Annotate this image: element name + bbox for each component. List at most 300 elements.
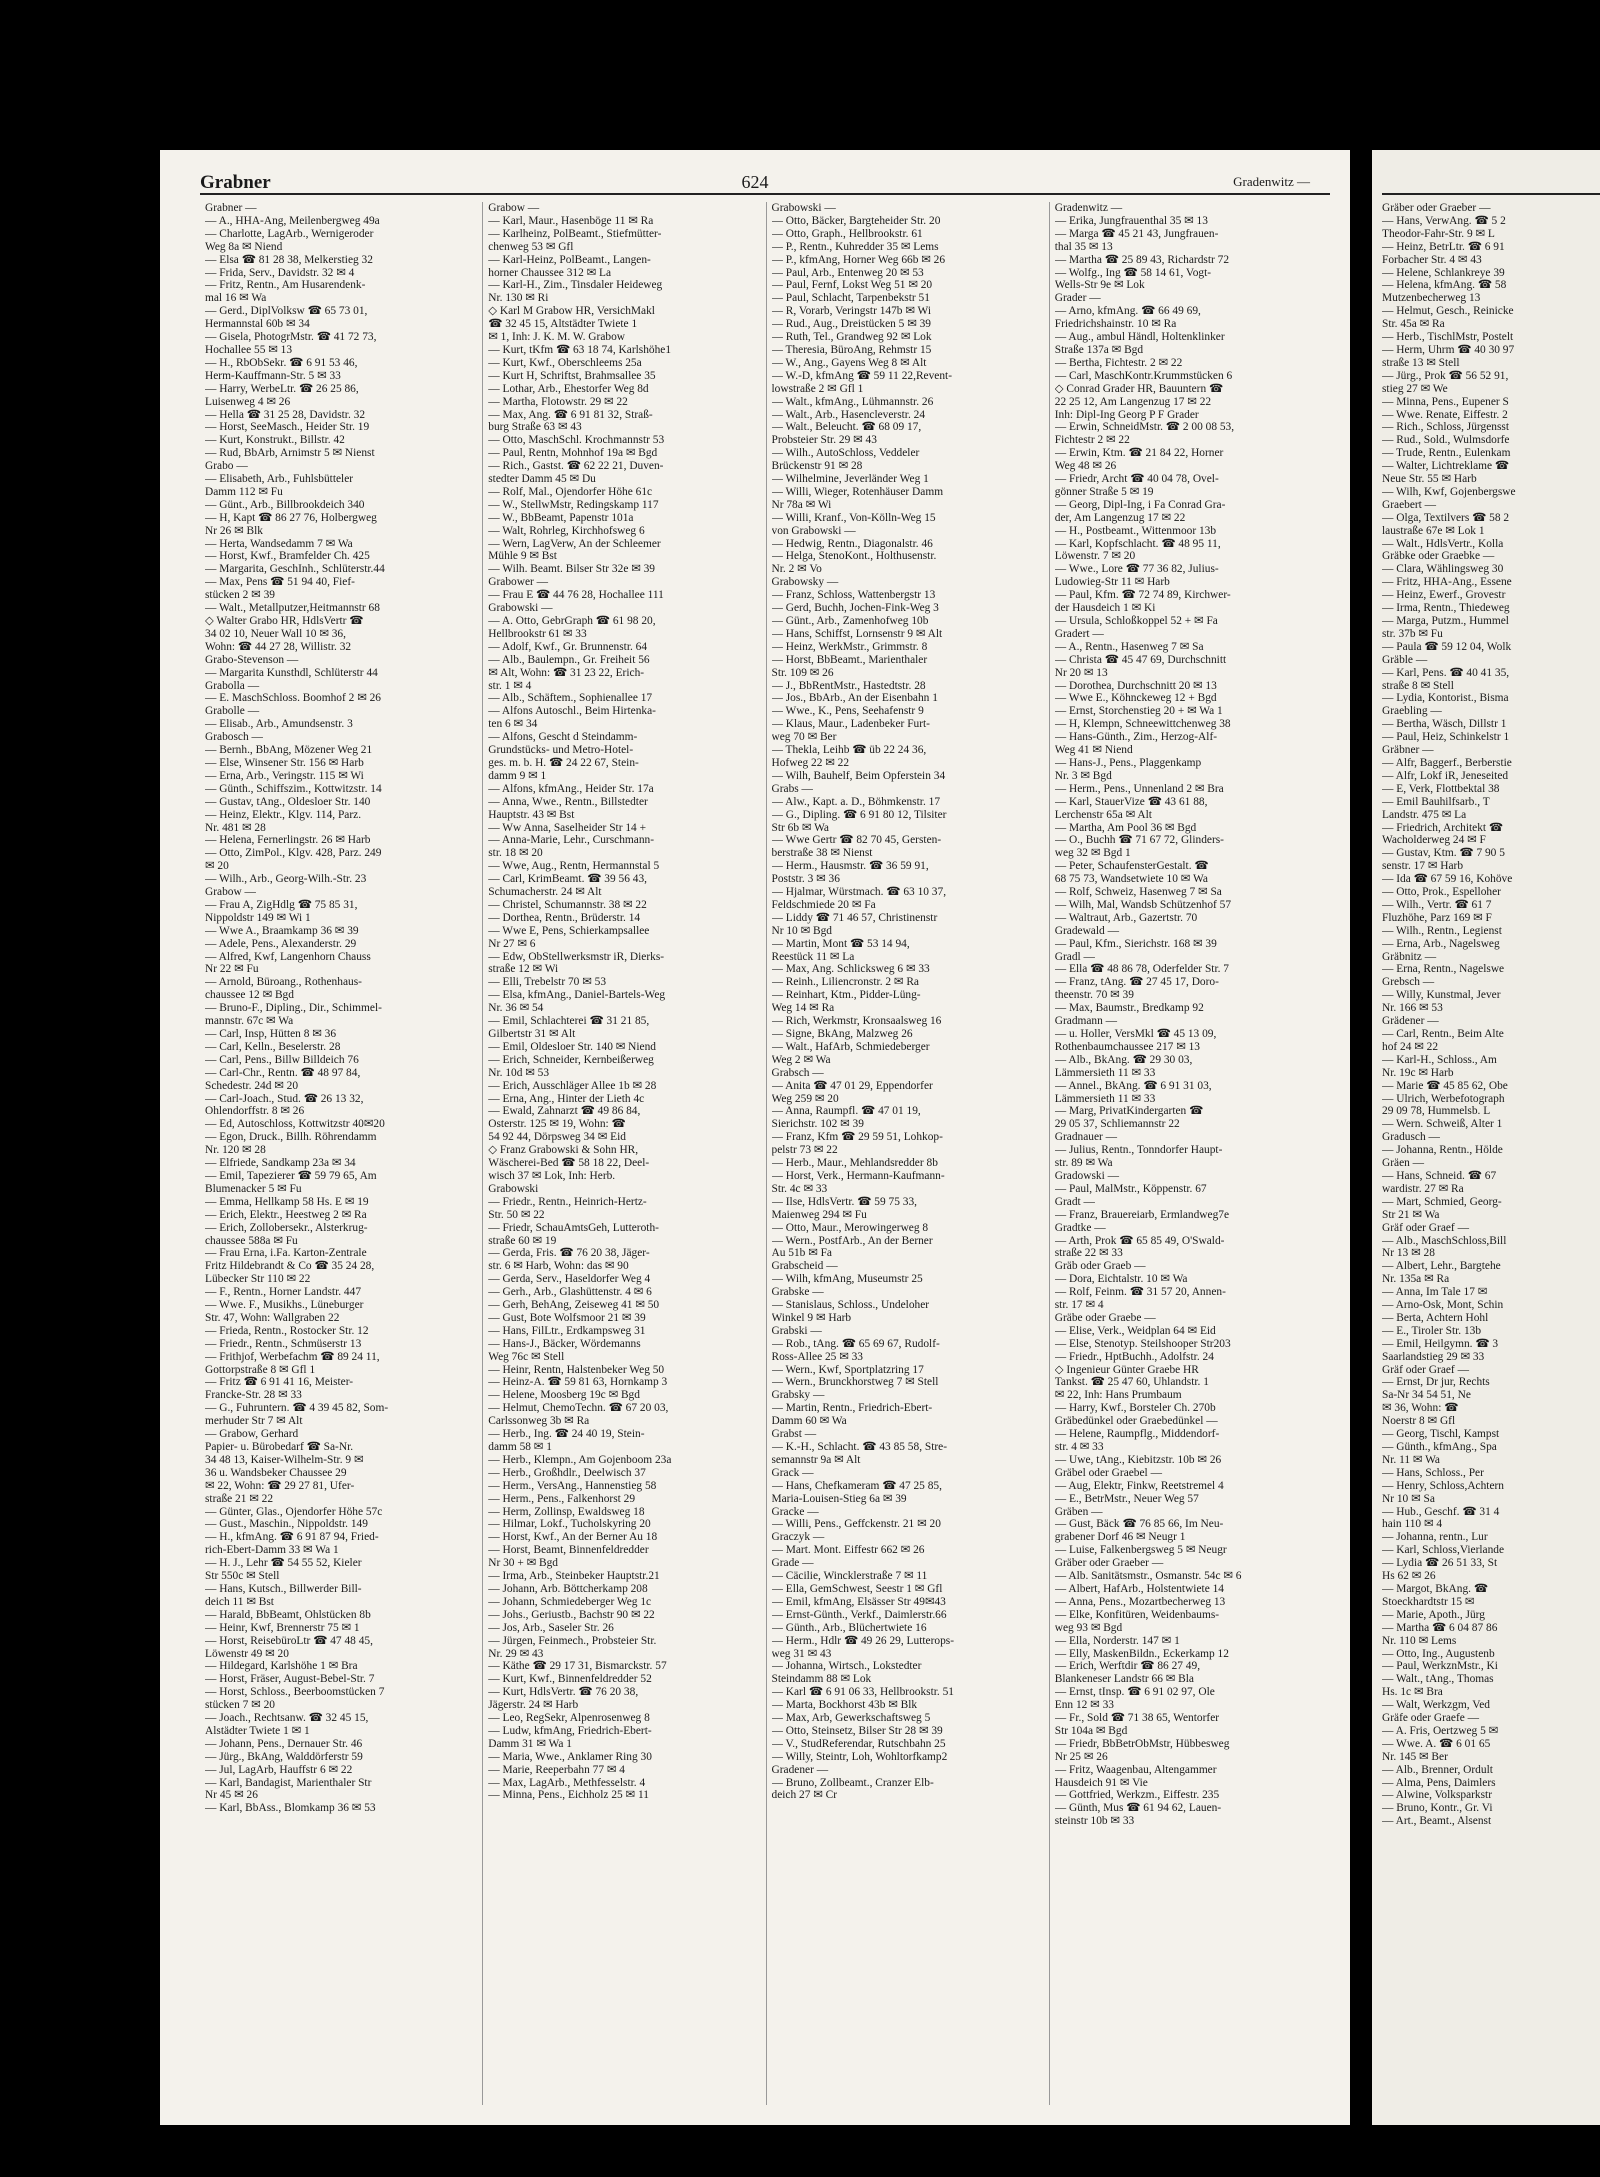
directory-entry-line: — Wilhelmine, Jeverländer Weg 1 <box>771 473 929 486</box>
directory-entry-line: — Wern, LagVerw, An der Schleemer <box>488 537 661 550</box>
directory-entry-line: — Gerd, Buchh, Jochen-Fink-Weg 3 <box>771 602 939 615</box>
directory-entry-line: Grabow — <box>205 886 256 899</box>
directory-entry-line: 36 u. Wandsbeker Chaussee 29 <box>205 1466 347 1479</box>
directory-entry-line: — Hans-J., Pens., Plaggenkamp <box>1054 756 1202 769</box>
adjacent-entry-line: — Trude, Rentn., Eulenkam <box>1382 447 1511 460</box>
directory-entry-line: Grabolle — <box>205 705 260 718</box>
directory-entry-line: — Adolf, Kwf., Gr. Brunnenstr. 64 <box>488 640 648 653</box>
directory-entry-line: Schumacherstr. 24 ✉ Alt <box>488 886 602 899</box>
adjacent-entry-line: Landstr. 475 ✉ La <box>1382 808 1467 821</box>
directory-entry-line: — Erich, Werftdir ☎ 86 27 49, <box>1054 1660 1201 1673</box>
adjacent-entry-line: Nr. 166 ✉ 53 <box>1382 1002 1443 1015</box>
directory-entry-line: ges. m. b. H. ☎ 24 22 67, Stein- <box>488 756 639 769</box>
running-head-left: Grabner <box>200 172 271 193</box>
directory-entry-line: Grabowski — <box>488 602 553 615</box>
directory-entry-line: Gilbertstr 31 ✉ Alt <box>488 1028 576 1040</box>
directory-entry-line: burg Straße 63 ✉ 43 <box>488 421 582 434</box>
directory-entry-line: Grabo-Stevenson — <box>205 653 299 666</box>
directory-entry-line: von Grabowski — <box>771 524 856 537</box>
directory-entry-line: semannstr 9a ✉ Alt <box>771 1453 861 1466</box>
directory-entry-line: — Max, Ang. Schlicksweg 6 ✉ 33 <box>771 963 930 976</box>
adjacent-entry-line: Nr. 11 ✉ Wa <box>1382 1453 1440 1466</box>
directory-entry-line: — Johann, Arb. Böttcherkamp 208 <box>488 1582 648 1595</box>
adjacent-entry-line: — Jürg., Prok ☎ 56 52 91, <box>1382 369 1509 382</box>
directory-entry-line: — Mart. Mont. Eiffestr 662 ✉ 26 <box>771 1544 925 1557</box>
directory-entry-line: — Herm., Pens., Unnenland 2 ✉ Bra <box>1054 782 1224 795</box>
directory-entry-line: — Wilh, kfmAng, Museumstr 25 <box>771 1273 923 1286</box>
directory-entry-line: ✉ 20 <box>205 860 229 873</box>
directory-entry-line: str. 17 ✉ 4 <box>1054 1299 1104 1312</box>
directory-entry-line: Damm 60 ✉ Wa <box>771 1415 847 1428</box>
directory-entry-line: — Wwe Gertr ☎ 82 70 45, Gersten- <box>771 834 942 847</box>
directory-entry-line: — W.-D, kfmAng ☎ 59 11 22,Revent- <box>771 369 952 382</box>
directory-entry-line: — Karl, StauerVize ☎ 43 61 88, <box>1054 795 1208 808</box>
adjacent-entry-line: straße 13 ✉ Stell <box>1382 356 1460 369</box>
directory-entry-line: — Frau E ☎ 44 76 28, Hochallee 111 <box>488 589 664 602</box>
directory-entry-line: Francke-Str. 28 ✉ 33 <box>205 1389 302 1402</box>
directory-entry-line: — Dora, Eichtalstr. 10 ✉ Wa <box>1054 1273 1188 1286</box>
directory-entry-line: Grader — <box>1054 292 1101 305</box>
directory-entry-line: — Fritz, Waagenbau, Altengammer <box>1054 1763 1217 1776</box>
directory-entry-line: — Carl-Chr., Rentn. ☎ 48 97 84, <box>205 1066 361 1079</box>
directory-entry-line: — Alfons Autoschl., Beim Hirtenka- <box>488 705 656 718</box>
directory-entry-line: — Otto, ZimPol., Klgv. 428, Parz. 249 <box>205 847 382 860</box>
directory-entry-line: Weg 8a ✉ Niend <box>205 240 283 253</box>
directory-entry-line: — Stanislaus, Schloss., Undeloher <box>771 1299 930 1312</box>
adjacent-entry-line: Stoeckhardtstr 15 ✉ <box>1382 1595 1475 1608</box>
directory-entry-line: — Carl, KrimBeamt. ☎ 39 56 43, <box>488 873 648 886</box>
directory-entry-line: — Willy, Steintr, Loh, Wohltorfkamp2 <box>771 1750 948 1763</box>
directory-entry-line: Gradenwitz — <box>1054 202 1123 214</box>
directory-entry-line: — Karl, Bandagist, Marienthaler Str <box>205 1776 372 1789</box>
adjacent-entry-line: — Erna, Arb., Nagelsweg <box>1382 937 1500 950</box>
directory-entry-line: Ludowieg-Str 11 ✉ Harb <box>1054 576 1170 589</box>
directory-entry-line: Wells-Str 9e ✉ Lok <box>1054 279 1145 292</box>
adjacent-entry-line: — Henry, Schloss,Achtern <box>1382 1479 1505 1492</box>
directory-entry-line: — A., HHA-Ang, Meilenbergweg 49a <box>205 214 380 227</box>
adjacent-entry-line: Nr 10 ✉ Sa <box>1382 1492 1435 1505</box>
directory-entry-line: — Fritz ☎ 6 91 41 16, Meister- <box>205 1376 354 1389</box>
directory-entry-line: — Heinr, Kwf, Brennerstr 75 ✉ 1 <box>205 1621 360 1634</box>
directory-entry-line: ✉ 22, Inh: Hans Prumbaum <box>1054 1389 1182 1402</box>
directory-entry-line: — Grabow, Gerhard <box>205 1428 299 1441</box>
directory-entry-line: — Paul, Kfm. ☎ 72 74 89, Kirchwer- <box>1054 589 1231 602</box>
directory-entry-line: — Karl, BbAss., Blomkamp 36 ✉ 53 <box>205 1802 376 1815</box>
adjacent-entry-line: — Wern. Schweiß, Alter 1 <box>1382 1118 1503 1131</box>
adjacent-entry-line: stieg 27 ✉ We <box>1382 382 1448 395</box>
adjacent-entry-line: — Walt., tAng., Thomas <box>1382 1673 1494 1686</box>
directory-entry-line: str. 1 ✉ 4 <box>488 679 532 692</box>
directory-entry-line: — Walt., Arb., Hasencleverstr. 24 <box>771 408 926 421</box>
directory-entry-line: — Thekla, Leihb ☎ üb 22 24 36, <box>771 744 927 757</box>
directory-entry-line: — Annel., BkAng. ☎ 6 91 31 03, <box>1054 1079 1212 1092</box>
directory-entry-line: — Jul, LagArb, Hauffstr 6 ✉ 22 <box>205 1763 353 1776</box>
directory-entry-line: — Wolfg., Ing ☎ 58 14 61, Vogt- <box>1054 266 1212 279</box>
directory-entry-line: ◇ Conrad Grader HR, Bauuntern ☎ <box>1054 382 1224 395</box>
directory-entry-line: — Friedr, SchauAmtsGeh, Lutteroth- <box>488 1221 659 1234</box>
directory-entry-line: ten 6 ✉ 34 <box>488 718 538 731</box>
directory-entry-line: — Ernst, tInsp. ☎ 6 91 02 97, Ole <box>1054 1686 1215 1699</box>
directory-entry-line: Grabowski <box>488 1182 539 1195</box>
directory-entry-line: — Johann, Schmiedeberger Weg 1c <box>488 1595 652 1608</box>
adjacent-entry-line: — Wwe. A. ☎ 6 01 65 <box>1382 1737 1491 1750</box>
adjacent-entry-line: — Wilh, Kwf, Gojenbergswe <box>1382 485 1516 498</box>
directory-entry-line: — Otto, Graph., Hellbrookstr. 61 <box>771 227 923 240</box>
directory-entry-line: — Elisab., Arb., Amundsenstr. 3 <box>205 718 353 731</box>
directory-entry-line: — Theresia, BüroAng, Rehmstr 15 <box>771 343 932 356</box>
directory-entry-line: Lübecker Str 110 ✉ 22 <box>205 1273 311 1286</box>
directory-entry-line: Gräbel oder Graebel — <box>1054 1466 1162 1479</box>
directory-entry-line: Lerchenstr 65a ✉ Alt <box>1054 808 1152 821</box>
directory-entry-line: — Horst, BbBeamt., Marienthaler <box>771 653 928 666</box>
directory-entry-line: — Marie, Reeperbahn 77 ✉ 4 <box>488 1763 625 1776</box>
directory-entry-line: Grabs — <box>771 782 813 795</box>
directory-entry-line: weg 70 ✉ Ber <box>771 731 837 744</box>
adjacent-entry-line: — Alma, Pens, Daimlers <box>1382 1776 1496 1789</box>
adjacent-entry-line: — Alwine, Volksparkstr <box>1382 1789 1493 1802</box>
directory-entry-line: — Hans-Günth., Zim., Herzog-Alf- <box>1054 731 1218 744</box>
adjacent-entry-line: Neue Str. 55 ✉ Harb <box>1382 473 1477 486</box>
adjacent-entry-line: straße 8 ✉ Stell <box>1382 679 1454 692</box>
directory-entry-line: Wäscherei-Bed ☎ 58 18 22, Deel- <box>488 1157 650 1170</box>
directory-entry-line: Gradewald — <box>1054 924 1119 937</box>
directory-entry-line: — Frau A, ZigHdlg ☎ 75 85 31, <box>205 898 358 911</box>
directory-entry-line: — Arth, Prok ☎ 65 85 49, O'Swald- <box>1054 1234 1225 1247</box>
directory-entry-line: — Friedr, BbBetrObMstr, Hübbesweg <box>1054 1737 1230 1750</box>
directory-entry-line: Wohn: ☎ 44 27 28, Willistr. 32 <box>205 640 352 653</box>
adjacent-entry-line: wardistr. 27 ✉ Ra <box>1382 1182 1464 1195</box>
directory-entry-line: merhuder Str 7 ✉ Alt <box>205 1415 303 1428</box>
directory-entry-line: — J., BbRentMstr., Hastedtstr. 28 <box>771 679 926 692</box>
directory-entry-line: — Ella, GemSchwest, Seestr 1 ✉ Gfl <box>771 1582 943 1595</box>
adjacent-column <box>1382 202 1600 2105</box>
directory-entry-line: — Gerh., Arb., Glashüttenstr. 4 ✉ 6 <box>488 1286 652 1299</box>
adjacent-entry-line: — E., Tiroler Str. 13b <box>1382 1324 1482 1337</box>
directory-entry-line: — Friedr, Archt ☎ 40 04 78, Ovel- <box>1054 473 1219 486</box>
directory-entry-line: Rothenbaumchaussee 217 ✉ 13 <box>1054 1040 1201 1053</box>
directory-entry-line: — Herb., Maur., Mehlandsredder 8b <box>771 1157 938 1170</box>
directory-entry-line: Ohlendorffstr. 8 ✉ 26 <box>205 1105 305 1118</box>
directory-entry-line: lowstraße 2 ✉ Gfl 1 <box>771 382 864 395</box>
directory-entry-line: Damm 112 ✉ Fu <box>205 485 283 498</box>
adjacent-entry-line: — Bertha, Wäsch, Dillstr 1 <box>1382 718 1507 731</box>
adjacent-entry-line: — Paul, WerkznMstr., Ki <box>1382 1660 1498 1673</box>
adjacent-entry-line: ✉ 36, Wohn: ☎ <box>1382 1402 1459 1415</box>
directory-entry-line: — Walt., Beleucht. ☎ 68 09 17, <box>771 421 922 434</box>
directory-entry-line: — Herta, Wandsedamm 7 ✉ Wa <box>205 537 353 550</box>
adjacent-entry-line: — Arno-Osk, Mont, Schin <box>1382 1299 1504 1312</box>
directory-entry-line: Mühle 9 ✉ Bst <box>488 550 557 563</box>
adjacent-entry-line: — Rud., Sold., Wulmsdorfe <box>1382 434 1510 447</box>
adjacent-entry-line: — Clara, Wählingsweg 30 <box>1382 563 1504 576</box>
directory-entry-line: — Gerda, Fris. ☎ 76 20 38, Jäger- <box>488 1247 650 1260</box>
directory-entry-line: Gradowski — <box>1054 1169 1119 1182</box>
directory-entry-line: — Wilh, Bauhelf, Beim Opferstein 34 <box>771 769 946 782</box>
directory-entry-line: — Paul, MalMstr., Köppenstr. 67 <box>1054 1182 1207 1195</box>
directory-entry-line: — Wilh, Mal, Wandsb Schützenhof 57 <box>1054 898 1232 911</box>
directory-entry-line: — Friedr., HptBuchh., Adolfstr. 24 <box>1054 1350 1214 1363</box>
directory-entry-line: straße 12 ✉ Wi <box>488 963 559 976</box>
directory-entry-line: Grade — <box>771 1557 814 1570</box>
directory-entry-line: ☎ 32 45 15, Altstädter Twiete 1 <box>488 318 638 331</box>
directory-entry-line: — Gust., Maschin., Nippoldstr. 149 <box>205 1518 368 1531</box>
directory-entry-line: Weg 2 ✉ Wa <box>771 1053 831 1066</box>
directory-entry-line: thal 35 ✉ 13 <box>1054 240 1113 253</box>
directory-entry-line: — Horst, Schloss., Beerboomstücken 7 <box>205 1686 385 1699</box>
directory-entry-line: — Klaus, Maur., Ladenbeker Furt- <box>771 718 930 731</box>
directory-entry-line: — Rolf, Schweiz, Hasenweg 7 ✉ Sa <box>1054 886 1222 899</box>
directory-entry-line: — Elsa, kfmAng., Daniel-Bartels-Weg <box>488 989 666 1002</box>
directory-entry-line: — Irma, Arb., Steinbeker Hauptstr.21 <box>488 1570 660 1583</box>
adjacent-entry-line: — Karl, Pens. ☎ 40 41 35, <box>1382 666 1510 679</box>
directory-entry-line: — Carl, Pens., Billw Billdeich 76 <box>205 1053 359 1066</box>
directory-entry-line: — Horst, Beamt, Binnenfeldredder <box>488 1544 649 1557</box>
adjacent-entry-line: — Irma, Rentn., Thiedeweg <box>1382 602 1510 615</box>
directory-entry-line: — Heinz-A. ☎ 59 81 63, Hornkamp 3 <box>488 1376 668 1389</box>
directory-columns <box>200 202 1332 2105</box>
directory-entry-line: Fritz Hildebrandt & Co ☎ 35 24 28, <box>205 1260 375 1273</box>
directory-entry-line: — Johs., Geriustb., Bachstr 90 ✉ 22 <box>488 1608 655 1621</box>
directory-entry-line: chenweg 53 ✉ Gfl <box>488 240 574 253</box>
adjacent-entry-line: Noerstr 8 ✉ Gfl <box>1382 1415 1456 1428</box>
adjacent-entry-line: — Otto, Ing., Augustenb <box>1382 1647 1495 1660</box>
directory-entry-line: Gracke — <box>771 1505 819 1518</box>
directory-entry-line: — Hjalmar, Würstmach. ☎ 63 10 37, <box>771 886 947 899</box>
directory-entry-line: Hauptstr. 43 ✉ Bst <box>488 808 575 821</box>
adjacent-entry-line: — Johanna, Rentn., Hölde <box>1382 1144 1503 1157</box>
directory-entry-line: — Elisabeth, Arb., Fuhlsbütteler <box>205 473 354 486</box>
directory-entry-line: — Julius, Rentn., Tonndorfer Haupt- <box>1054 1144 1223 1157</box>
directory-entry-line: — Arnold, Büroang., Rothenhaus- <box>205 976 362 989</box>
adjacent-entry-line: Gräbke oder Graebke — <box>1382 550 1495 563</box>
directory-entry-line: ◇ Karl M Grabow HR, VersichMakl <box>488 305 655 318</box>
directory-entry-line: damm 58 ✉ 1 <box>488 1441 552 1453</box>
directory-entry-line: — Wilh., Arb., Georg-Wilh.-Str. 23 <box>205 873 367 886</box>
directory-entry-line: — Rolf, Feinm. ☎ 31 57 20, Annen- <box>1054 1286 1226 1299</box>
directory-entry-line: ✉ 22, Wohn: ☎ 29 27 81, Ufer- <box>205 1479 355 1492</box>
directory-entry-line: — Wern., PostfArb., An der Berner <box>771 1234 933 1247</box>
adjacent-entry-line: — Alb., MaschSchloss,Bill <box>1382 1234 1507 1247</box>
adjacent-entry-line: — Günth., kfmAng., Spa <box>1382 1441 1497 1453</box>
adjacent-entry-line: senstr. 17 ✉ Harb <box>1382 860 1464 873</box>
directory-entry-line: — F., Rentn., Horner Landstr. 447 <box>205 1286 362 1299</box>
column-4 <box>1049 202 1332 2105</box>
adjacent-entry-line: — Hub., Geschf. ☎ 31 4 <box>1382 1505 1500 1518</box>
directory-entry-line: — Franz, Schloss, Wattenbergstr 13 <box>771 589 936 602</box>
directory-entry-line: Nr. 29 ✉ 43 <box>488 1647 544 1660</box>
directory-entry-line: — Joach., Rechtsanw. ☎ 32 45 15, <box>205 1712 369 1725</box>
adjacent-entry-line: — Alfr, Baggerf., Berberstie <box>1382 756 1512 769</box>
directory-entry-line: — H, Klempn, Schneewittchenweg 38 <box>1054 718 1231 731</box>
directory-entry-line: Osterstr. 125 ✉ 19, Wohn: ☎ <box>488 1118 626 1131</box>
directory-entry-line: Au 51b ✉ Fa <box>771 1247 832 1260</box>
directory-entry-line: — Helga, StenoKont., Holthusenstr. <box>771 550 937 563</box>
directory-entry-line: Jägerstr. 24 ✉ Harb <box>488 1699 579 1712</box>
directory-entry-line: — Wwe, Aug., Rentn, Hermannstal 5 <box>488 860 660 873</box>
directory-entry-line: — Else, Winsener Str. 156 ✉ Harb <box>205 756 364 769</box>
adjacent-entry-line: — Lydia ☎ 26 51 33, St <box>1382 1557 1498 1570</box>
directory-entry-line: chaussee 588a ✉ Fu <box>205 1234 298 1247</box>
directory-entry-line: — Walt., Metallputzer,Heitmannstr 68 <box>205 602 380 615</box>
directory-entry-line: — Paul, Rentn, Mohnhof 19a ✉ Bgd <box>488 447 658 460</box>
directory-entry-line: — Harry, Kwf., Borsteler Ch. 270b <box>1054 1402 1216 1415</box>
directory-entry-line: — Martha, Am Pool 36 ✉ Bgd <box>1054 821 1197 834</box>
directory-entry-line: straße 60 ✉ 19 <box>488 1234 557 1247</box>
directory-entry-line: — K.-H., Schlacht. ☎ 43 85 58, Stre- <box>771 1441 948 1453</box>
adjacent-entry-line: Nr. 19c ✉ Harb <box>1382 1066 1454 1079</box>
directory-entry-line: — Egon, Druck., Billh. Röhrendamm <box>205 1131 377 1144</box>
directory-entry-line: — Carl, Insp, Hütten 8 ✉ 36 <box>205 1028 337 1040</box>
directory-entry-line: weg 93 ✉ Bgd <box>1054 1621 1123 1634</box>
directory-entry-line: — Johann, Pens., Dernauer Str. 46 <box>205 1737 363 1750</box>
directory-entry-line: Blumenacker 5 ✉ Fu <box>205 1182 302 1195</box>
adjacent-entry-line: Graebert — <box>1382 498 1437 511</box>
adjacent-entry-line: — Hans, VerwAng. ☎ 5 2 <box>1382 214 1506 227</box>
directory-entry-line: — Gustav, tAng., Oldesloer Str. 140 <box>205 795 371 808</box>
directory-entry-line: — R, Vorarb, Veringstr 147b ✉ Wi <box>771 305 931 318</box>
directory-entry-line: Ross-Allee 25 ✉ 33 <box>771 1350 863 1363</box>
directory-entry-line: — Alb., BkAng. ☎ 29 30 03, <box>1054 1053 1193 1066</box>
directory-entry-line: — Ernst, Storchenstieg 20 + ✉ Wa 1 <box>1054 705 1223 718</box>
directory-entry-line: — Hedwig, Rentn., Diagonalstr. 46 <box>771 537 933 550</box>
directory-entry-line: Gradmann — <box>1054 1015 1118 1028</box>
directory-entry-line: str. 89 ✉ Wa <box>1054 1157 1113 1170</box>
directory-entry-line: Gradert — <box>1054 627 1104 640</box>
directory-entry-line: Nr. 481 ✉ 28 <box>205 821 266 834</box>
directory-entry-line: — P., Rentn., Kuhredder 35 ✉ Lems <box>771 240 939 253</box>
directory-entry-line: — Karl ☎ 6 91 06 33, Hellbrookstr. 51 <box>771 1686 954 1699</box>
directory-entry-line: — Hans, FilLtr., Erdkampsweg 31 <box>488 1324 646 1337</box>
adjacent-entry-line: — Heinz, Ewerf., Grovestr <box>1382 589 1506 602</box>
directory-entry-line: — Erika, Jungfrauenthal 35 ✉ 13 <box>1054 214 1208 227</box>
directory-entry-line: — Gust, Bote Wolfsmoor 21 ✉ 39 <box>488 1311 646 1324</box>
adjacent-entry-line: — Emil, Heilgymn. ☎ 3 <box>1382 1337 1499 1350</box>
directory-entry-line: str. 4 ✉ 33 <box>1054 1441 1104 1453</box>
adjacent-entry-line: — Anna, Im Tale 17 ✉ <box>1382 1286 1488 1299</box>
adjacent-entry-line: — Marga, Putzm., Hummel <box>1382 615 1509 627</box>
directory-entry-line: — Willi, Pens., Geffckenstr. 21 ✉ 20 <box>771 1518 941 1531</box>
directory-entry-line: — Ella ☎ 48 86 78, Oderfelder Str. 7 <box>1054 963 1230 976</box>
directory-entry-line: Gradt — <box>1054 1195 1095 1208</box>
directory-entry-line: — Dorothea, Durchschnitt 20 ✉ 13 <box>1054 679 1217 692</box>
adjacent-entry-line: Grebsch — <box>1382 976 1435 989</box>
directory-entry-line: — Wwe., K., Pens, Seehafenstr 9 <box>771 705 924 718</box>
adjacent-page <box>1372 150 1600 2125</box>
directory-entry-line: — Horst, SeeMasch., Heider Str. 19 <box>205 421 370 434</box>
directory-entry-line: — Heinr, Rentn, Halstenbeker Weg 50 <box>488 1363 665 1376</box>
directory-entry-line: — Ludw, kfmAng, Friedrich-Ebert- <box>488 1724 652 1737</box>
adjacent-entry-line: — Fritz, HHA-Ang., Essene <box>1382 576 1512 589</box>
adjacent-entry-line: Theodor-Fahr-Str. 9 ✉ L <box>1382 227 1495 240</box>
directory-entry-line: Hermannstal 60b ✉ 34 <box>205 318 310 331</box>
directory-entry-line: Weg 41 ✉ Niend <box>1054 744 1133 757</box>
directory-entry-line: — Carl-Joach., Stud. ☎ 26 13 32, <box>205 1092 364 1105</box>
directory-entry-line: — Herm., Pens., Falkenhorst 29 <box>488 1492 636 1505</box>
directory-entry-line: — H. J., Lehr ☎ 54 55 52, Kieler <box>205 1557 362 1570</box>
directory-entry-line: — Maria, Wwe., Anklamer Ring 30 <box>488 1750 652 1763</box>
directory-entry-line: Str 550c ✉ Stell <box>205 1570 280 1583</box>
directory-entry-line: — Günter, Glas., Ojendorfer Höhe 57c <box>205 1505 383 1518</box>
adjacent-entry-line: — Friedrich, Architekt ☎ <box>1382 821 1504 834</box>
directory-entry-line: — Ilse, HdlsVertr. ☎ 59 75 33, <box>771 1195 917 1208</box>
directory-entry-line: — Wwe., Lore ☎ 77 36 82, Julius- <box>1054 563 1219 576</box>
directory-entry-line: Nr 78a ✉ Wi <box>771 498 832 511</box>
directory-entry-line: Grabsky — <box>771 1389 825 1402</box>
directory-entry-line: Löwenstr 49 ✉ 20 <box>205 1647 289 1660</box>
directory-entry-line: Weg 14 ✉ Ra <box>771 1002 835 1015</box>
adjacent-header-rule <box>1382 193 1600 195</box>
directory-entry-line: — Erna, Arb., Veringstr. 115 ✉ Wi <box>205 769 364 782</box>
directory-entry-line: — Paul, Kfm., Sierichstr. 168 ✉ 39 <box>1054 937 1217 950</box>
directory-entry-line: Schedestr. 24d ✉ 20 <box>205 1079 299 1092</box>
directory-entry-line: — Erich, Elektr., Heestweg 2 ✉ Ra <box>205 1208 367 1221</box>
adjacent-entry-line: Gräfe oder Graefe — <box>1382 1712 1480 1725</box>
directory-entry-line: — Emil, Schlachterei ☎ 31 21 85, <box>488 1015 650 1028</box>
directory-entry-line: Probsteier Str. 29 ✉ 43 <box>771 434 877 447</box>
directory-entry-line: steinstr 10b ✉ 33 <box>1054 1815 1135 1828</box>
directory-entry-line: — Jürg., BkAng, Walddörferstr 59 <box>205 1750 363 1763</box>
adjacent-entry-line: Gräber oder Graeber — <box>1382 202 1491 214</box>
directory-entry-line: — Rich, Werkmstr, Kronsaalsweg 16 <box>771 1015 942 1028</box>
directory-entry-line: Nr. 120 ✉ 28 <box>205 1144 266 1157</box>
directory-entry-line: — Margarita Kunsthdl, Schlüterstr 44 <box>205 666 378 679</box>
directory-entry-line: Nr. 2 ✉ Vo <box>771 563 822 576</box>
directory-entry-line: — Elfriede, Sandkamp 23a ✉ 34 <box>205 1157 356 1170</box>
directory-entry-line: 34 02 10, Neuer Wall 10 ✉ 36, <box>205 627 346 640</box>
directory-entry-line: ✉ 1, Inh: J. K. M. W. Grabow <box>488 331 625 344</box>
directory-entry-line: — Ernst-Günth., Verkf., Daimlerstr.66 <box>771 1608 947 1621</box>
adjacent-entry-line: Hs 62 ✉ 26 <box>1382 1570 1436 1583</box>
directory-entry-line: ◇ Walter Grabo HR, HdlsVertr ☎ <box>205 615 364 627</box>
directory-entry-line: — Hans, Chefkameram ☎ 47 25 85, <box>771 1479 942 1492</box>
adjacent-entry-line: Graebling — <box>1382 705 1442 718</box>
running-head-right: Gradenwitz — <box>1233 174 1310 189</box>
directory-entry-line: — Wern., Brunckhorstweg 7 ✉ Stell <box>771 1376 939 1389</box>
directory-entry-line: — Ww Anna, Saselheider Str 14 + <box>488 821 646 834</box>
directory-entry-line: — Wwe A., Braamkamp 36 ✉ 39 <box>205 924 359 937</box>
directory-entry-line: Gradtke — <box>1054 1221 1106 1234</box>
adjacent-entry-line: — Marie ☎ 45 85 62, Obe <box>1382 1079 1508 1092</box>
directory-entry-line: gönner Straße 5 ✉ 19 <box>1054 485 1154 498</box>
directory-entry-line: — Emil, Oldesloer Str. 140 ✉ Niend <box>488 1040 656 1053</box>
directory-entry-line: — Johanna, Wirtsch., Lokstedter <box>771 1660 922 1673</box>
directory-entry-line: 68 75 73, Wandsetwiete 10 ✉ Wa <box>1054 873 1208 886</box>
directory-entry-line: — Karl, Kopfschlacht. ☎ 48 95 11, <box>1054 537 1221 550</box>
directory-entry-line: — W., BbBeamt, Papenstr 101a <box>488 511 634 524</box>
directory-entry-line: — Martin, Rentn., Friedrich-Ebert- <box>771 1402 933 1415</box>
directory-entry-line: — Carl, MaschKontr.Krummstücken 6 <box>1054 369 1233 382</box>
directory-entry-line: 22 25 12, Am Langenzug 17 ✉ 22 <box>1054 395 1212 408</box>
directory-entry-line: — Ella, Norderstr. 147 ✉ 1 <box>1054 1634 1180 1647</box>
directory-entry-line: — Kurt, tKfm ☎ 63 18 74, Karlshöhe1 <box>488 343 672 356</box>
directory-entry-line: — P., kfmAng, Horner Weg 66b ✉ 26 <box>771 253 946 266</box>
directory-entry-line: — Edw, ObStellwerksmstr iR, Dierks- <box>488 950 665 963</box>
adjacent-entry-line: — Minna, Pens., Eupener S <box>1382 395 1509 408</box>
adjacent-entry-line: — Heinz, BetrLtr. ☎ 6 91 <box>1382 240 1505 253</box>
directory-entry-line: Carlssonweg 3b ✉ Ra <box>488 1415 590 1428</box>
directory-entry-line: — Karl-Heinz, PolBeamt., Langen- <box>488 253 651 266</box>
directory-entry-line: Tankst. ☎ 25 47 60, Uhlandstr. 1 <box>1054 1376 1209 1389</box>
directory-entry-line: Str 104a ✉ Bgd <box>1054 1724 1128 1737</box>
adjacent-entry-line: hain 110 ✉ 4 <box>1382 1518 1443 1531</box>
adjacent-entry-line: — Ernst, Dr jur, Rechts <box>1382 1376 1490 1389</box>
directory-entry-line: — Horst, Verk., Hermann-Kaufmann- <box>771 1169 945 1182</box>
directory-entry-line: — Else, Stenotyp. Steilshooper Str203 <box>1054 1337 1231 1350</box>
directory-entry-line: — Uwe, tAng., Kiebitzstr. 10b ✉ 26 <box>1054 1453 1222 1466</box>
directory-entry-line: — Rob., tAng. ☎ 65 69 67, Rudolf- <box>771 1337 940 1350</box>
directory-entry-line: Blankeneser Landstr 66 ✉ Bla <box>1054 1673 1194 1686</box>
adjacent-entry-line: — Erna, Rentn., Nagelswe <box>1382 963 1505 976</box>
